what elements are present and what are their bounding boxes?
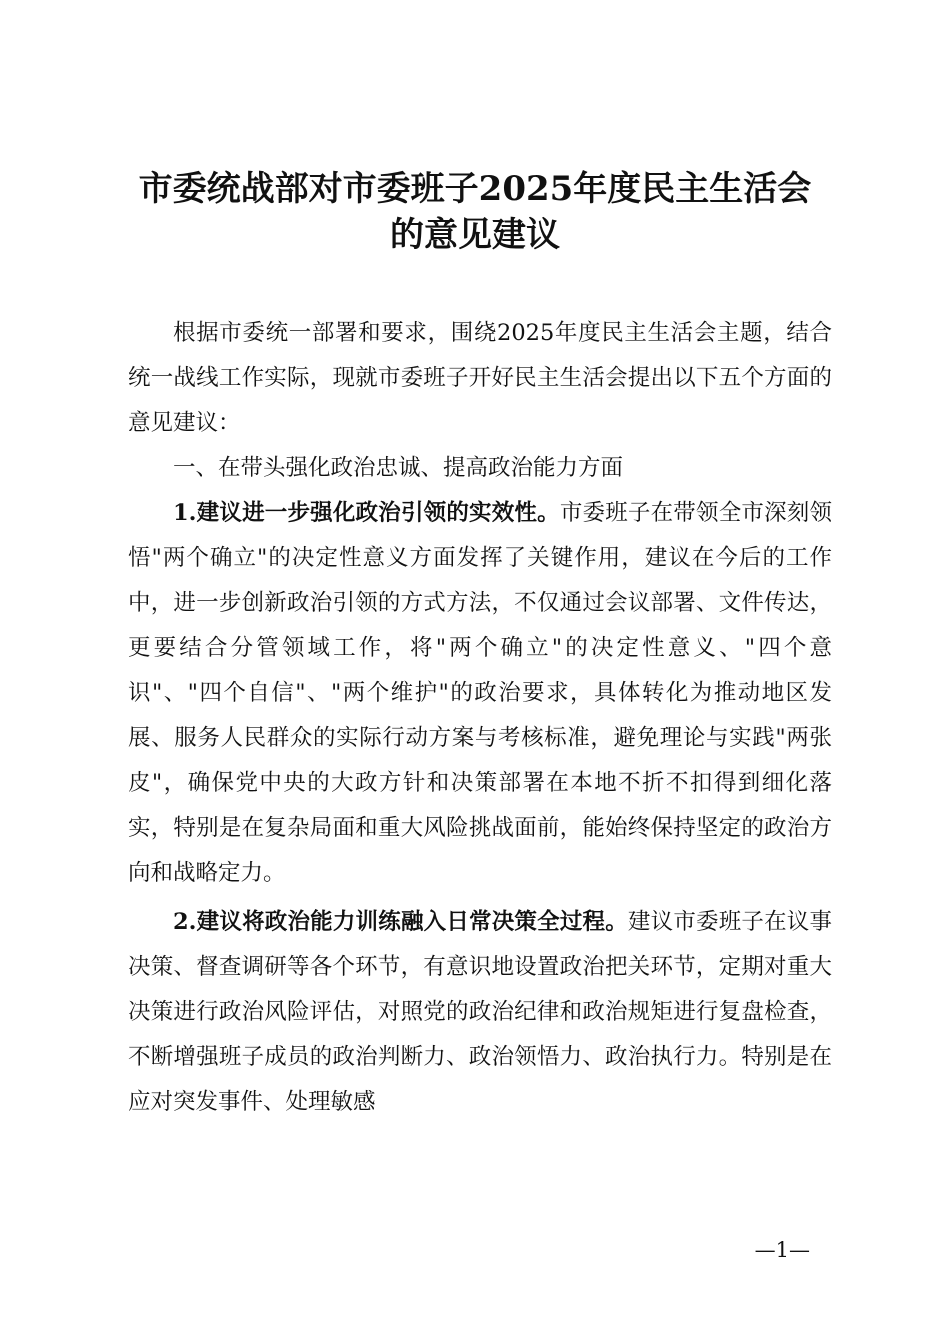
item-1-paragraph bbox=[128, 491, 832, 896]
item-1-lead: 1.建议进一步强化政治引领的实效性。 bbox=[173, 500, 560, 526]
page-number: —1— bbox=[754, 1238, 810, 1262]
title-line-1: 市委统战部对市委班子2025年度民主生活会 bbox=[138, 169, 812, 209]
document-body bbox=[128, 311, 832, 1125]
section-heading: 一、在带头强化政治忠诚、提高政治能力方面 bbox=[173, 455, 624, 481]
item-2-lead: 2.建议将政治能力训练融入日常决策全过程。 bbox=[173, 909, 628, 935]
title-line-2: 的意见建议 bbox=[390, 215, 560, 255]
item-1-text: 市委班子在带领全市深刻领悟"两个确立"的决定性意义方面发挥了关键作用，建议在今后的工作中，进一步创新政治引领的方式方法，不仅通过会议部署、文件传达，更要结合分管领域工作，将"两个确立"的决定性意义、"四个意识"、"四个自信"、"两个维护"的政治要求，具体转化为推动地区发展、服务人民群众的实际行动方案与考核标准，避免理论与实践"两张皮"，确保党中央的大政方针和决策部署在本地不折不扣得到细化落实，特别是在复杂局面和重大风险挑战面前，能始终保持坚定的政治方向和战略定力。 bbox=[128, 500, 832, 886]
intro-paragraph: 根据市委统一部署和要求，围绕2025年度民主生活会主题，结合统一战线工作实际，现就市委班子开好民主生活会提出以下五个方面的意见建议： bbox=[128, 320, 832, 436]
item-2-text: 建议市委班子在议事决策、督查调研等各个环节，有意识地设置政治把关环节，定期对重大决策进行政治风险评估，对照党的政治纪律和政治规矩进行复盘检查，不断增强班子成员的政治判断力、政治领悟力、政治执行力。特别是在应对突发事件、处理敏感 bbox=[128, 909, 832, 1115]
item-2-paragraph bbox=[128, 900, 832, 1125]
document-title bbox=[90, 166, 860, 258]
